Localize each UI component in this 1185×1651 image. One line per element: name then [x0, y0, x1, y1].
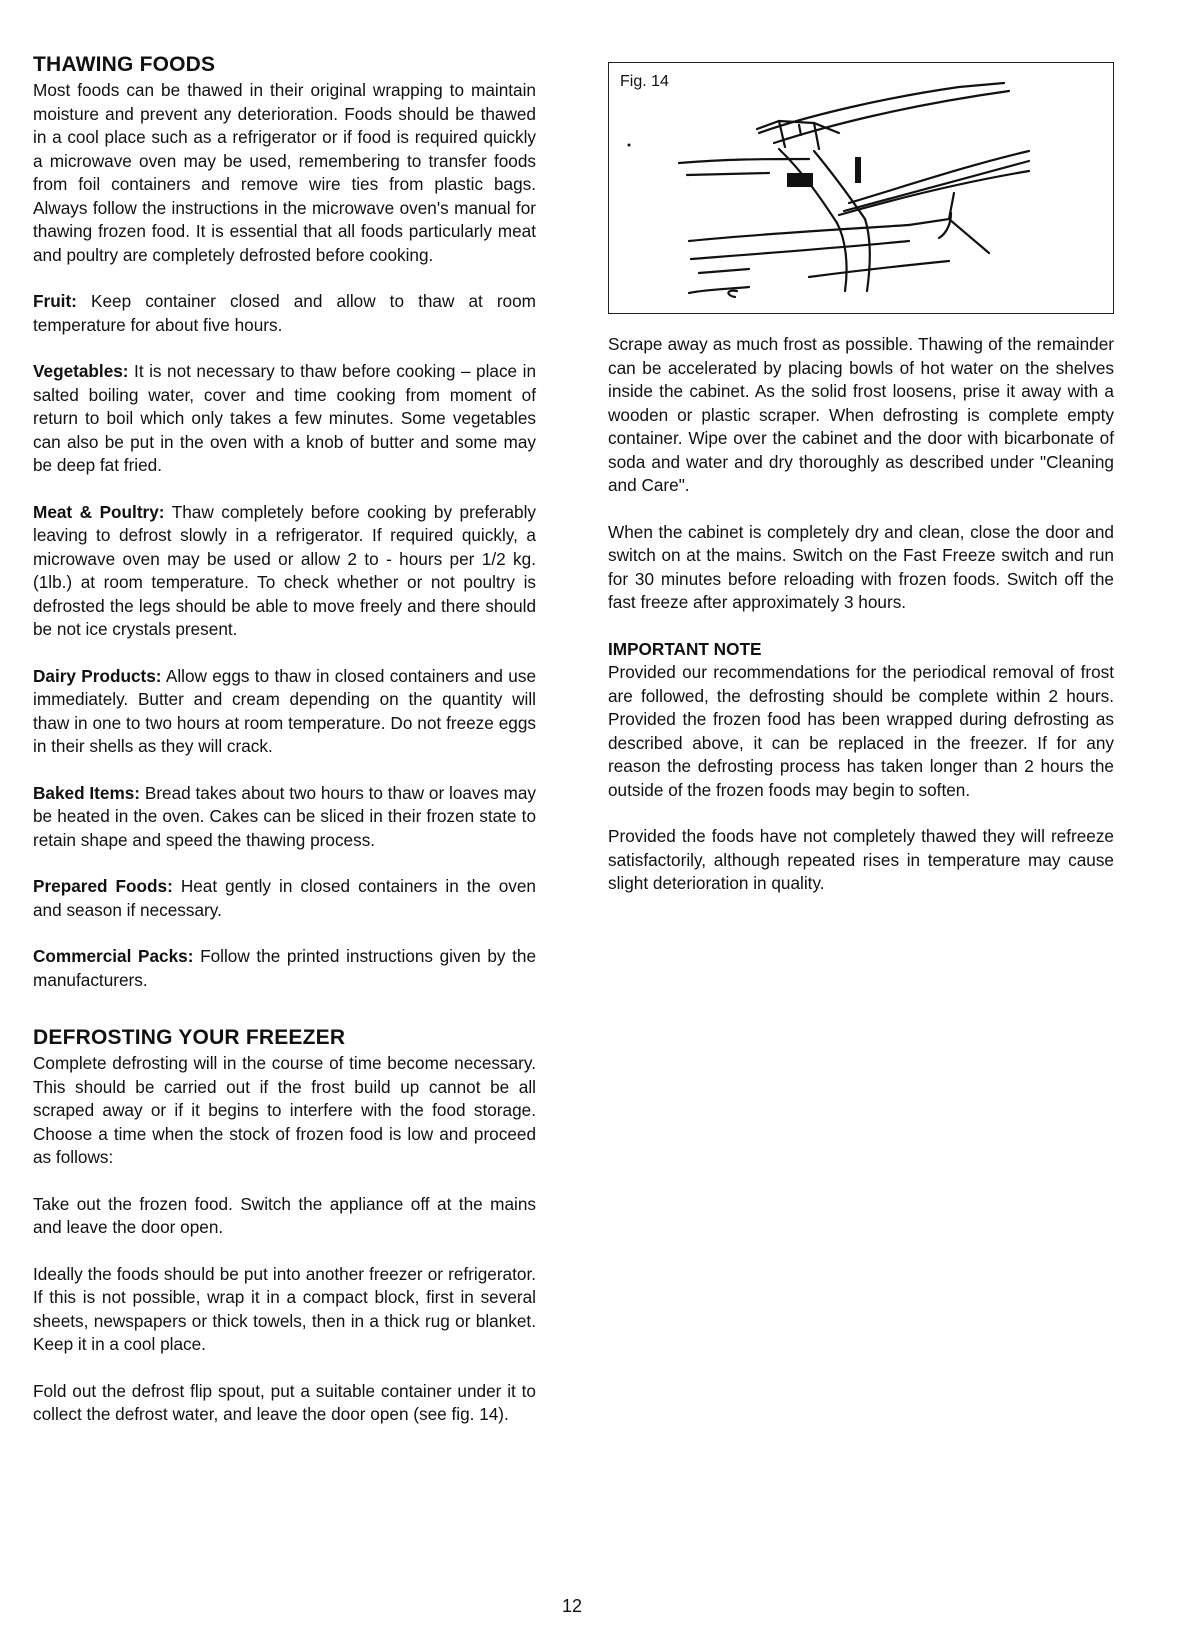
item-text: Bread takes about two hours to thaw or loaves may be heated in the oven. Cakes can be sliced in their frozen state to retain shape and speed the thawing process.: [33, 782, 536, 850]
note-para: Provided the foods have not completely thawed they will refreeze satisfactorily, although repeated rises in temperature may cause slight deterioration in quality.: [608, 826, 1114, 893]
item-dairy: [33, 665, 536, 759]
defrost-para: Fold out the defrost flip spout, put a suitable container under it to collect the defrost water, and leave the door open (see fig. 14).: [33, 1380, 536, 1424]
defrost-spout-illustration: [609, 63, 1115, 313]
item-baked: [33, 782, 536, 853]
item-label: Baked Items:: [33, 782, 141, 803]
thawing-intro: Most foods can be thawed in their original wrapping to maintain moisture and prevent any deterioration. Foods should be thawed in a cool place such as a refrigerator or if food is required quickly a microwave oven may be used, remembering to transfer foods from foil containers and remove wire ties from plastic bags. Always follow the instructions in the microwave oven's manual for thawing frozen food. It is essential that all foods particularly meat and poultry are completely defrosted before cooking.: [33, 80, 536, 265]
item-label: Dairy Products:: [33, 665, 162, 686]
figure-label: Fig. 14: [620, 73, 669, 90]
defrost-para: Ideally the foods should be put into another freezer or refrigerator. If this is not possible, wrap it in a compact block, first in several sheets, newspapers or thick towels, then in a thick rug or blanket. Keep it in a cool place.: [33, 1263, 536, 1354]
left-column: [33, 52, 536, 1450]
thawing-heading: THAWING FOODS: [33, 53, 216, 76]
item-text: Follow the printed instructions given by the manufacturers.: [33, 946, 537, 990]
item-vegetables: [33, 360, 536, 478]
item-text: Thaw completely before cooking by preferably leaving to defrost slowly in a refrigerator. If required quickly, a microwave oven may be used or allow 2 to - hours per 1/2 kg. (1lb.) at room temperature. To check whether or not poultry is defrosted the legs should be able to move freely and there should be not ice crystals present.: [33, 501, 536, 639]
item-text: It is not necessary to thaw before cooking – place in salted boiling water, cover and time cooking from moment of return to boil which only takes a few minutes. Some vegetables can also be put in the oven with a knob of butter and some may be deep fat fried.: [33, 361, 536, 475]
page-number: 12: [562, 1596, 583, 1616]
defrost-para: Complete defrosting will in the course of time become necessary. This should be carried out if the frost build up cannot be all scraped away or if it begins to interfere with the food storage. Choose a time when the stock of frozen food is low and proceed as follows:: [33, 1053, 536, 1167]
note-para: Provided our recommendations for the periodical removal of frost are followed, the defrosting should be complete within 2 hours. Provided the frozen food has been wrapped during defrosting as described above, it can be replaced in the freezer. If for any reason the defrosting process has taken longer than 2 hours the outside of the frozen foods may begin to soften.: [608, 662, 1114, 800]
figure-14: [608, 62, 1114, 314]
item-fruit: [33, 290, 536, 337]
defrost-steps-para: Scrape away as much frost as possible. Thawing of the remainder can be accelerated by placing bowls of hot water on the shelves inside the cabinet. As the solid frost loosens, prise it away with a wooden or plastic scraper. When defrosting is complete empty container. Wipe over the cabinet and the door with bicarbonate of soda and water and dry thoroughly as described under "Cleaning and Care".: [608, 334, 1114, 495]
item-text: Keep container closed and allow to thaw at room temperature for about five hours.: [33, 291, 536, 335]
restart-para: When the cabinet is completely dry and clean, close the door and switch on at the mains. Switch on the Fast Freeze switch and run for 30 minutes before reloading with frozen foods. Switch off the fast freeze after approximately 3 hours.: [608, 521, 1114, 612]
item-text: Allow eggs to thaw in closed containers and use immediately. Butter and cream depending on the quantity will thaw in one to two hours at room temperature. Do not freeze eggs in their shells as they will crack.: [33, 665, 536, 756]
defrost-heading: DEFROSTING YOUR FREEZER: [33, 1026, 346, 1049]
right-column: [608, 62, 1114, 919]
item-label: Fruit:: [33, 291, 77, 311]
defrost-para: Take out the frozen food. Switch the appliance off at the mains and leave the door open.: [33, 1193, 536, 1237]
item-label: Prepared Foods:: [33, 876, 173, 896]
item-label: Commercial Packs:: [33, 946, 194, 966]
item-prepared: [33, 875, 536, 922]
item-label: Vegetables:: [33, 361, 129, 381]
important-note-title: IMPORTANT NOTE: [608, 638, 762, 659]
item-text: Heat gently in closed containers in the oven and season if necessary.: [33, 876, 536, 920]
item-label: Meat & Poultry:: [33, 501, 165, 522]
item-commercial: [33, 945, 536, 992]
item-meat-poultry: [33, 501, 536, 642]
